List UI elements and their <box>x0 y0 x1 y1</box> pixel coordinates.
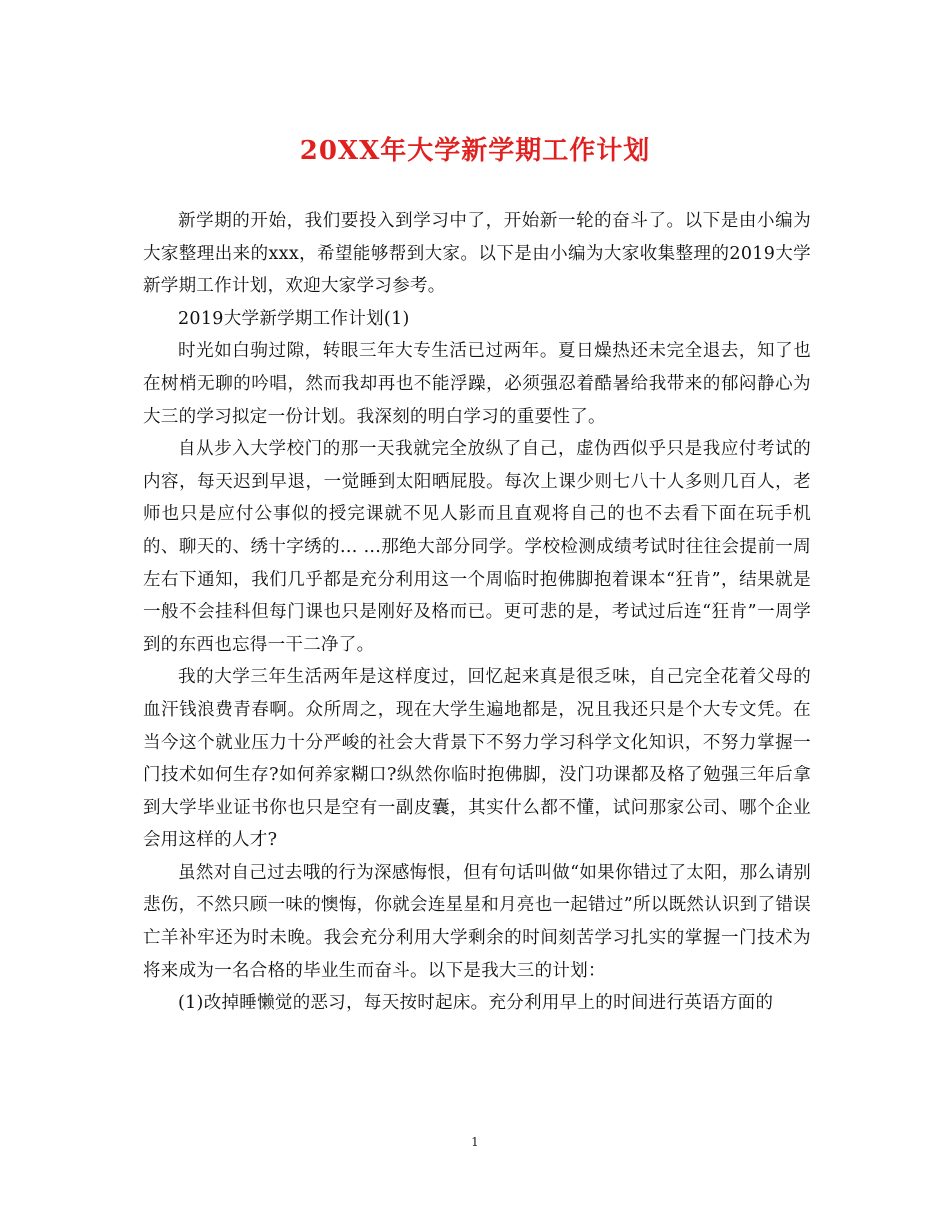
paragraph-intro: 新学期的开始，我们要投入到学习中了，开始新一轮的奋斗了。以下是由小编为大家整理出来的xxx，希望能够帮到大家。以下是由小编为大家收集整理的2019大学新学期工作计划，欢迎大家学习参考。 <box>143 211 811 297</box>
list-item: (1)改掉睡懒觉的恶习，每天按时起床。充分利用早上的时间进行英语方面的 <box>178 993 774 1014</box>
document-body <box>143 205 811 1020</box>
paragraph: 虽然对自己过去哦的行为深感悔恨，但有句话叫做“如果你错过了太阳，那么请别悲伤，不然只顾一味的懊悔，你就会连星星和月亮也一起错过”所以既然认识到了错误亡羊补牢还为时未晚。我会充分利用大学剩余的时间刻苦学习扎实的掌握一门技术为将来成为一名合格的毕业生而奋斗。以下是我大三的计划： <box>143 862 811 981</box>
paragraph: 我的大学三年生活两年是这样度过，回忆起来真是很乏味，自己完全花着父母的血汗钱浪费青春啊。众所周之，现在大学生遍地都是，况且我还只是个大专文凭。在当今这个就业压力十分严峻的社会大背景下不努力学习科学文化知识，不努力掌握一门技术如何生存?如何养家糊口?纵然你临时抱佛脚，没门功课都及格了勉强三年后拿到大学毕业证书你也只是空有一副皮囊，其实什么都不懂，试问那家公司、哪个企业会用这样的人才? <box>143 667 811 851</box>
paragraph: 时光如白驹过隙，转眼三年大专生活已过两年。夏日燥热还未完全退去，知了也在树梢无聊的吟唱，然而我却再也不能浮躁，必须强忍着酷暑给我带来的郁闷静心为大三的学习拟定一份计划。我深刻的明白学习的重要性了。 <box>143 341 811 427</box>
document-title: 20XX年大学新学期工作计划 <box>299 136 651 166</box>
page-number: 1 <box>471 1135 479 1149</box>
paragraph: 自从步入大学校门的那一天我就完全放纵了自己，虚伪西似乎只是我应付考试的内容，每天迟到早退，一觉睡到太阳晒屁股。每次上课少则七八十人多则几百人，老师也只是应付公事似的授完课就不见人影而且直观将自己的也不去看下面在玩手机的、聊天的、绣十字绣的... ...那绝大部分同学。学校检测成绩考试时往往会提前一周左右下通知，我们几乎都是充分利用这一个周临时抱佛脚抱着课本“狂肯”，结果就是一般不会挂科但每门课也只是刚好及格而已。更可悲的是，考试过后连“狂肯”一周学到的东西也忘得一干二净了。 <box>143 439 811 655</box>
section-heading: 2019大学新学期工作计划(1) <box>178 308 410 329</box>
